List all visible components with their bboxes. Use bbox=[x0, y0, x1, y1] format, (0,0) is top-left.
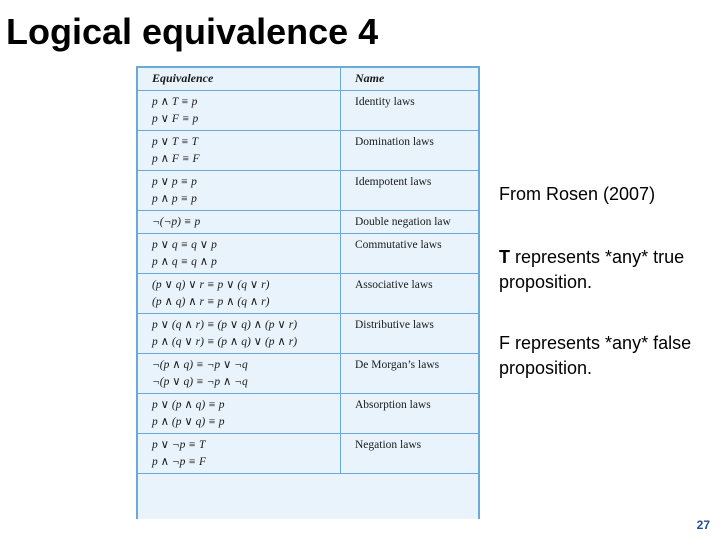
t-symbol: T bbox=[499, 247, 510, 267]
table-row bbox=[138, 131, 478, 171]
table-row bbox=[138, 274, 478, 314]
equivalence-formula: p ∧ F ≡ F bbox=[152, 153, 200, 165]
law-name-cell: Identity laws bbox=[341, 91, 479, 131]
equivalence-formula: p ∧ (p ∨ q) ≡ p bbox=[152, 416, 225, 428]
law-name-cell: Negation laws bbox=[341, 434, 479, 474]
equivalence-cell bbox=[138, 314, 341, 354]
equivalence-table-grid bbox=[138, 68, 478, 474]
law-name-cell: Distributive laws bbox=[341, 314, 479, 354]
table-header-row bbox=[138, 68, 478, 91]
table-row bbox=[138, 394, 478, 434]
table-row bbox=[138, 171, 478, 211]
table-row bbox=[138, 354, 478, 394]
law-name-cell: Double negation law bbox=[341, 211, 479, 234]
slide-title: Logical equivalence 4 bbox=[6, 11, 379, 52]
equivalence-cell bbox=[138, 131, 341, 171]
header-equivalence: Equivalence bbox=[138, 68, 341, 91]
law-name-cell: Absorption laws bbox=[341, 394, 479, 434]
equivalence-formula: p ∨ (p ∧ q) ≡ p bbox=[152, 399, 225, 411]
equivalence-cell bbox=[138, 354, 341, 394]
equivalence-formula: p ∨ T ≡ T bbox=[152, 136, 199, 148]
table-row bbox=[138, 91, 478, 131]
equivalence-cell bbox=[138, 211, 341, 234]
equivalence-table bbox=[136, 66, 480, 519]
equivalence-formula: ¬(¬p) ≡ p bbox=[152, 216, 201, 228]
equivalence-formula: p ∧ T ≡ p bbox=[152, 96, 198, 108]
equivalence-formula: p ∧ p ≡ p bbox=[152, 193, 197, 205]
equivalence-formula: p ∨ ¬p ≡ T bbox=[152, 439, 206, 451]
table-row bbox=[138, 314, 478, 354]
table-row bbox=[138, 211, 478, 234]
source-note: From Rosen (2007) bbox=[499, 184, 656, 204]
law-name-cell: Domination laws bbox=[341, 131, 479, 171]
law-name-cell: Commutative laws bbox=[341, 234, 479, 274]
equivalence-formula: p ∧ ¬p ≡ F bbox=[152, 456, 206, 468]
law-name-cell: Idempotent laws bbox=[341, 171, 479, 211]
equivalence-formula: p ∧ q ≡ q ∧ p bbox=[152, 256, 217, 268]
equivalence-cell bbox=[138, 394, 341, 434]
header-name: Name bbox=[341, 68, 479, 91]
equivalence-formula: (p ∧ q) ∧ r ≡ p ∧ (q ∧ r) bbox=[152, 296, 270, 308]
page-number: 27 bbox=[696, 518, 710, 532]
equivalence-formula: p ∧ (q ∨ r) ≡ (p ∧ q) ∨ (p ∧ r) bbox=[152, 336, 298, 348]
equivalence-formula: p ∨ p ≡ p bbox=[152, 176, 197, 188]
t-note-text: represents *any* true proposition. bbox=[499, 247, 685, 292]
equivalence-formula: ¬(p ∨ q) ≡ ¬p ∧ ¬q bbox=[152, 376, 248, 388]
equivalence-cell bbox=[138, 234, 341, 274]
equivalence-cell bbox=[138, 434, 341, 474]
equivalence-formula: ¬(p ∧ q) ≡ ¬p ∨ ¬q bbox=[152, 359, 248, 371]
table-body bbox=[138, 91, 478, 474]
equivalence-cell bbox=[138, 91, 341, 131]
f-note: F represents *any* false proposition. bbox=[499, 333, 692, 378]
t-note bbox=[499, 245, 699, 295]
equivalence-formula: p ∨ (q ∧ r) ≡ (p ∨ q) ∧ (p ∨ r) bbox=[152, 319, 298, 331]
equivalence-cell bbox=[138, 171, 341, 211]
equivalence-formula: (p ∨ q) ∨ r ≡ p ∨ (q ∨ r) bbox=[152, 279, 270, 291]
law-name-cell: De Morgan’s laws bbox=[341, 354, 479, 394]
equivalence-cell bbox=[138, 274, 341, 314]
law-name-cell: Associative laws bbox=[341, 274, 479, 314]
table-row bbox=[138, 234, 478, 274]
table-row bbox=[138, 434, 478, 474]
equivalence-formula: p ∨ q ≡ q ∨ p bbox=[152, 239, 217, 251]
equivalence-formula: p ∨ F ≡ p bbox=[152, 113, 199, 125]
